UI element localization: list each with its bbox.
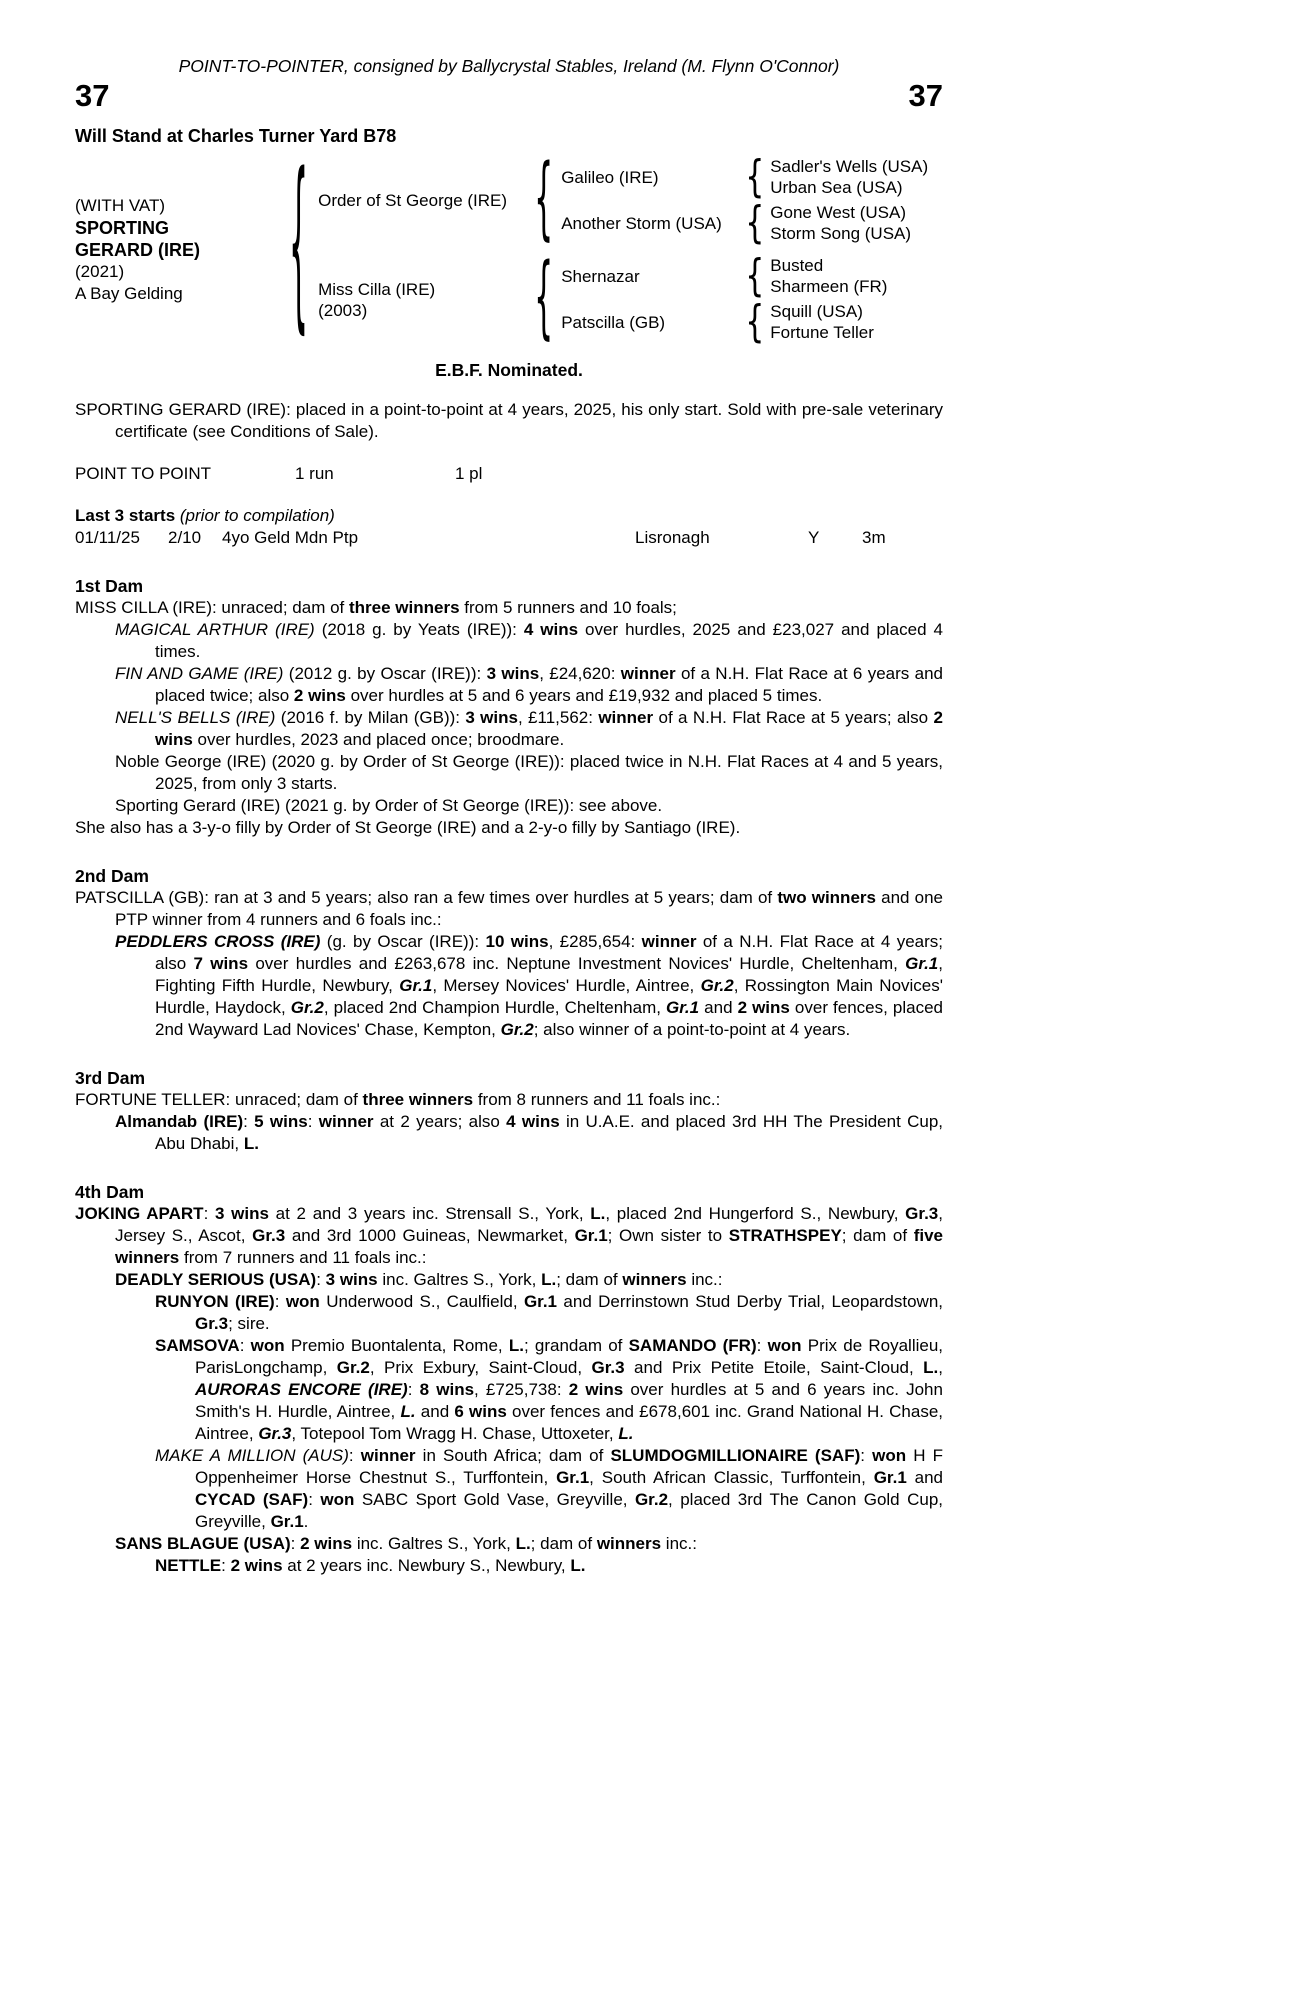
pedigree-brace-grandsire: {: [745, 151, 765, 203]
last-starts-title: Last 3 starts: [75, 506, 176, 525]
sires-dam-name: Another Storm (USA): [561, 213, 722, 233]
last-starts-note: (prior to compilation): [175, 506, 335, 525]
pedigree-text-paragraph: SANS BLAGUE (USA): 2 wins inc. Galtres S., York, L.; dam of winners inc.:: [115, 1534, 697, 1553]
horse-description: A Bay Gelding: [75, 284, 183, 303]
great-granddam-name: Storm Song (USA): [770, 223, 912, 243]
lot-number-left: 37: [75, 78, 110, 113]
great-grandsire-name: Squill (USA): [770, 302, 863, 321]
vat-note: (WITH VAT): [75, 196, 166, 215]
horse-name: SPORTING GERARD (IRE): [75, 218, 200, 260]
pedigree-text-paragraph: PATSCILLA (GB): ran at 3 and 5 years; also ran a few times over hurdles at 5 years; dam of two winners and one PTP winner from 4 runners and 6 foals inc.:: [75, 888, 943, 929]
page-content: [75, 55, 943, 1577]
dams-sire-branch: [561, 250, 888, 302]
pedigree-text-paragraph: SAMSOVA: won Premio Buontalenta, Rome, L.; grandam of SAMANDO (FR): won Prix de Royallieu, ParisLongchamp, Gr.2, Prix Exbury, Saint-Cloud, Gr.3 and Prix Petite Etoile, Saint-Cloud, L., AURORAS ENCORE (IRE): 8 wins, £725,738: 2 wins over hurdles at 5 and 6 years inc. John Smith's H. Hurdle, Aintree, L. and 6 wins over fences and £678,601 inc. Grand National H. Chase, Aintree, Gr.3, Totepool Tom Wragg H. Chase, Uttoxeter, L.: [155, 1336, 944, 1443]
pedigree-generation-1: [318, 146, 929, 351]
sire-name: Order of St George (IRE): [318, 191, 508, 210]
race-result-row: [75, 527, 943, 549]
pedigree-text-paragraph: Sporting Gerard (IRE) (2021 g. by Order of St George (IRE)): see above.: [115, 796, 663, 815]
pedigree-brace-dams-sire: {: [745, 250, 765, 302]
pedigree-brace-sires-dam: {: [745, 197, 765, 249]
sires-dam-branch: [561, 197, 928, 249]
pedigree-text-paragraph: PEDDLERS CROSS (IRE) (g. by Oscar (IRE)): 10 wins, £285,654: winner of a N.H. Flat Race at 4 years; also 7 wins over hurdles and £263,678 inc. Neptune Investment Novices' Hurdle, Cheltenham, Gr.1, Fighting Fifth Hurdle, Newbury, Gr.1, Mersey Novices' Hurdle, Aintree, Gr.2, Rossington Main Novices' Hurdle, Haydock, Gr.2, placed 2nd Champion Hurdle, Cheltenham, Gr.1 and 2 wins over fences, placed 2nd Wayward Lad Novices' Chase, Kempton, Gr.2; also winner of a point-to-point at 4 years.: [115, 932, 944, 1039]
dam-year: (2003): [318, 300, 368, 320]
stand-location-line: Will Stand at Charles Turner Yard B78: [75, 126, 397, 146]
great-granddam-name: Sharmeen (FR): [770, 276, 888, 296]
lot-description: SPORTING GERARD (IRE): placed in a point-to-point at 4 years, 2025, his only start. Sold with pre-sale veterinary certificate (see Conditions of Sale).: [75, 400, 943, 441]
race-date: 01/11/25: [75, 528, 140, 547]
pedigree-table: [75, 138, 943, 356]
record-type: POINT TO POINT: [75, 464, 212, 483]
pedigree-brace-sire: {: [534, 146, 554, 252]
pedigree-text-paragraph: FORTUNE TELLER: unraced; dam of three winners from 8 runners and 11 foals inc.:: [75, 1090, 721, 1109]
consignor-line: POINT-TO-POINTER, consigned by Ballycrystal Stables, Ireland (M. Flynn O'Connor): [178, 56, 840, 76]
race-record-row: [75, 463, 943, 485]
pedigree-subject: [75, 195, 287, 305]
sire-branch: [318, 146, 929, 252]
foaling-year: (2021): [75, 262, 125, 281]
record-runs: 1 run: [295, 464, 334, 483]
race-going: Y: [808, 528, 820, 547]
dam-name: Miss Cilla (IRE): [318, 279, 436, 299]
record-places: 1 pl: [455, 464, 483, 483]
dam-heading: 2nd Dam: [75, 866, 149, 886]
pedigree-text-paragraph: NELL'S BELLS (IRE) (2016 f. by Milan (GB)): 3 wins, £11,562: winner of a N.H. Flat Race at 5 years; also 2 wins over hurdles, 2023 and placed once; broodmare.: [115, 708, 943, 749]
pedigree-text-paragraph: Noble George (IRE) (2020 g. by Order of St George (IRE)): placed twice in N.H. Flat Races at 4 and 5 years, 2025, from only 3 starts.: [115, 752, 943, 793]
pedigree-text-paragraph: MAGICAL ARTHUR (IRE) (2018 g. by Yeats (IRE)): 4 wins over hurdles, 2025 and £23,027 and placed 4 times.: [115, 620, 943, 661]
ebf-nominated-line: E.B.F. Nominated.: [435, 360, 583, 380]
great-grandsire-name: Busted: [770, 256, 824, 275]
great-granddam-name: Fortune Teller: [770, 322, 874, 342]
race-position: 2/10: [168, 528, 202, 547]
great-granddam-name: Urban Sea (USA): [770, 177, 903, 197]
last-starts-heading: [75, 505, 943, 527]
pedigree-text-paragraph: MAKE A MILLION (AUS): winner in South Africa; dam of SLUMDOGMILLIONAIRE (SAF): won H F Oppenheimer Horse Chestnut S., Turffontein, Gr.1, South African Classic, Turffontein, Gr.1 and CYCAD (SAF): won SABC Sport Gold Vase, Greyville, Gr.2, placed 3rd The Canon Gold Cup, Greyville, Gr.1.: [155, 1446, 944, 1531]
pedigree-text-paragraph: JOKING APART: 3 wins at 2 and 3 years inc. Strensall S., York, L., placed 2nd Hungerford S., Newbury, Gr.3, Jersey S., Ascot, Gr.3 and 3rd 1000 Guineas, Newmarket, Gr.1; Own sister to STRATHSPEY; dam of five winners from 7 runners and 11 foals inc.:: [75, 1204, 944, 1267]
pedigree-text-paragraph: Almandab (IRE): 5 wins: winner at 2 years; also 4 wins in U.A.E. and placed 3rd HH The President Cup, Abu Dhabi, L.: [115, 1112, 944, 1153]
lot-number-row: [75, 79, 943, 113]
pedigree-brace-main: {: [289, 138, 309, 356]
dam-heading: 4th Dam: [75, 1182, 145, 1202]
pedigree-brace-dam: {: [534, 245, 554, 351]
race-name: 4yo Geld Mdn Ptp: [222, 528, 359, 547]
pedigree-text-paragraph: RUNYON (IRE): won Underwood S., Caulfield, Gr.1 and Derrinstown Stud Derby Trial, Leopardstown, Gr.3; sire.: [155, 1292, 944, 1333]
last-starts-table: [75, 527, 943, 549]
grandsire-branch: [561, 151, 929, 203]
pedigree-brace-dams-dam: {: [745, 296, 765, 348]
dam-sections: [75, 575, 943, 1577]
race-course: Lisronagh: [635, 528, 710, 547]
dam-branch: [318, 245, 928, 351]
pedigree-text-paragraph: FIN AND GAME (IRE) (2012 g. by Oscar (IRE)): 3 wins, £24,620: winner of a N.H. Flat Race at 6 years and placed twice; also 2 wins over hurdles at 5 and 6 years and £19,932 and placed 5 times.: [115, 664, 944, 705]
pedigree-text-paragraph: MISS CILLA (IRE): unraced; dam of three winners from 5 runners and 10 foals;: [75, 598, 677, 617]
great-grandsire-name: Sadler's Wells (USA): [770, 157, 929, 176]
great-grandsire-name: Gone West (USA): [770, 203, 907, 222]
grandsire-name: Galileo (IRE): [561, 167, 659, 187]
pedigree-text-paragraph: She also has a 3-y-o filly by Order of St George (IRE) and a 2-y-o filly by Santiago (IRE).: [75, 818, 741, 837]
pedigree-text-paragraph: NETTLE: 2 wins at 2 years inc. Newbury S., Newbury, L.: [155, 1556, 586, 1575]
lot-number-right: 37: [908, 78, 943, 113]
dams-sire-name: Shernazar: [561, 266, 640, 286]
dam-heading: 1st Dam: [75, 576, 144, 596]
pedigree-text-paragraph: DEADLY SERIOUS (USA): 3 wins inc. Galtres S., York, L.; dam of winners inc.:: [115, 1270, 723, 1289]
dam-heading: 3rd Dam: [75, 1068, 146, 1088]
race-distance: 3m: [862, 528, 886, 547]
dams-dam-branch: [561, 296, 887, 348]
dams-dam-name: Patscilla (GB): [561, 312, 666, 332]
